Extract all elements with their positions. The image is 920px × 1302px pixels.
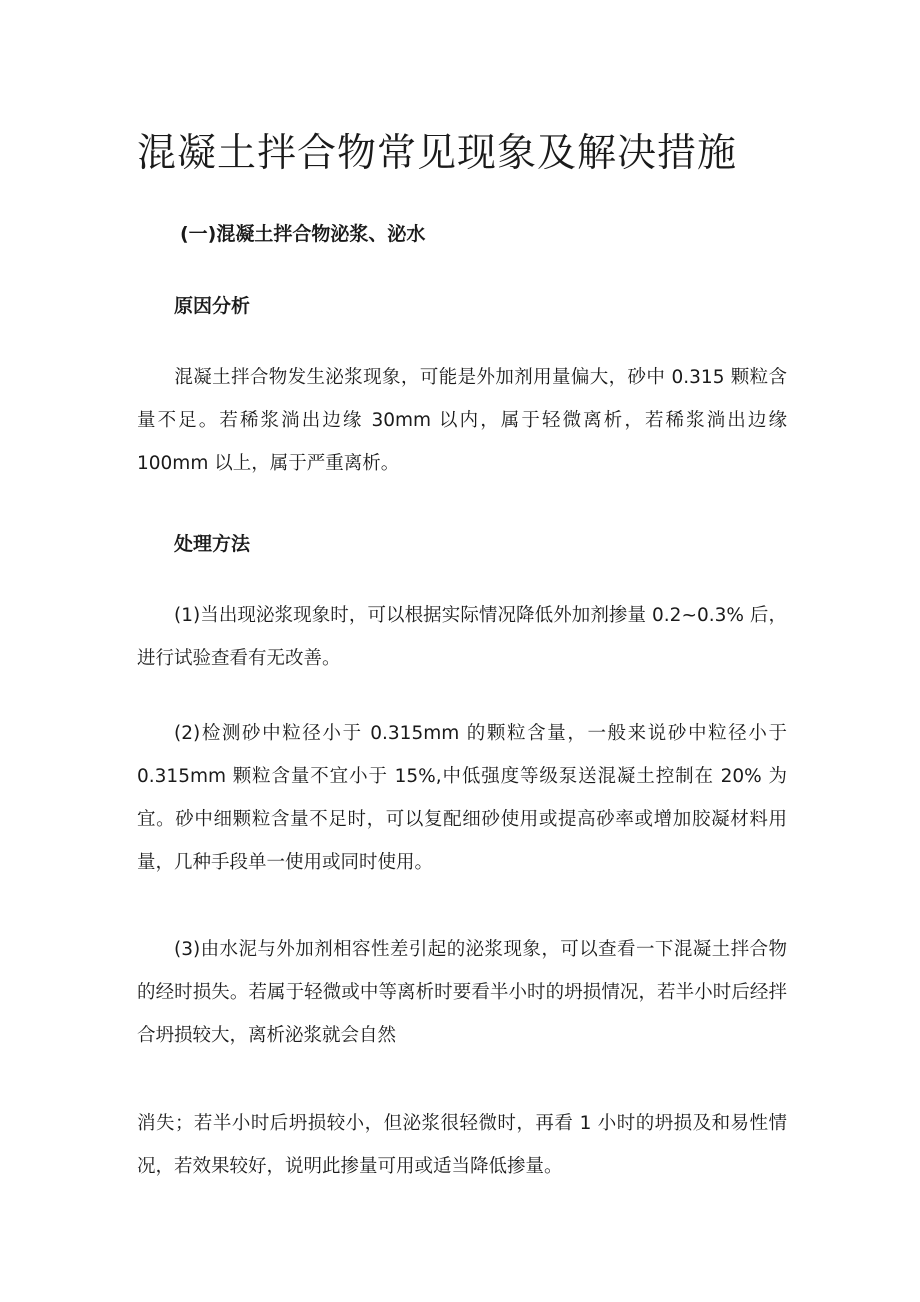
method-item-1: [137, 594, 787, 680]
method-heading: 处理方法: [174, 533, 251, 555]
method-item-1-text: (1)当出现泌浆现象时，可以根据实际情况降低外加剂掺量 0.2~0.3% 后，进行试验查看有无改善。: [137, 605, 787, 669]
page-title: 混凝土拌合物常见现象及解决措施: [137, 131, 738, 176]
method-item-3-text: (3)由水泥与外加剂相容性差引起的泌浆现象，可以查看一下混凝土拌合物的经时损失。若属于轻微或中等离析时要看半小时的坍损情况，若半小时后经拌合坍损较大，离析泌浆就会自然: [137, 939, 787, 1046]
method-item-3-continued-text: 消失；若半小时后坍损较小，但泌浆很轻微时，再看 1 小时的坍损及和易性情况，若效果较好，说明此掺量可用或适当降低掺量。: [137, 1113, 787, 1177]
cause-heading: 原因分析: [174, 295, 251, 317]
cause-paragraph: [137, 356, 787, 485]
method-item-2: [137, 712, 787, 884]
method-item-3-continued: [137, 1102, 787, 1188]
method-item-3: [137, 928, 787, 1057]
cause-text: 混凝土拌合物发生泌浆现象，可能是外加剂用量偏大，砂中 0.315 颗粒含量不足。若稀浆淌出边缘 30mm 以内，属于轻微离析，若稀浆淌出边缘 100mm 以上，属于严重离析。: [137, 367, 787, 474]
section-heading: (一)混凝土拌合物泌浆、泌水: [180, 223, 426, 245]
method-item-2-text: (2)检测砂中粒径小于 0.315mm 的颗粒含量，一般来说砂中粒径小于 0.315mm 颗粒含量不宜小于 15%,中低强度等级泵送混凝土控制在 20% 为宜。砂中细颗粒含量不足时，可以复配细砂使用或提高砂率或增加胶凝材料用量，几种手段单一使用或同时使用。: [137, 723, 787, 873]
